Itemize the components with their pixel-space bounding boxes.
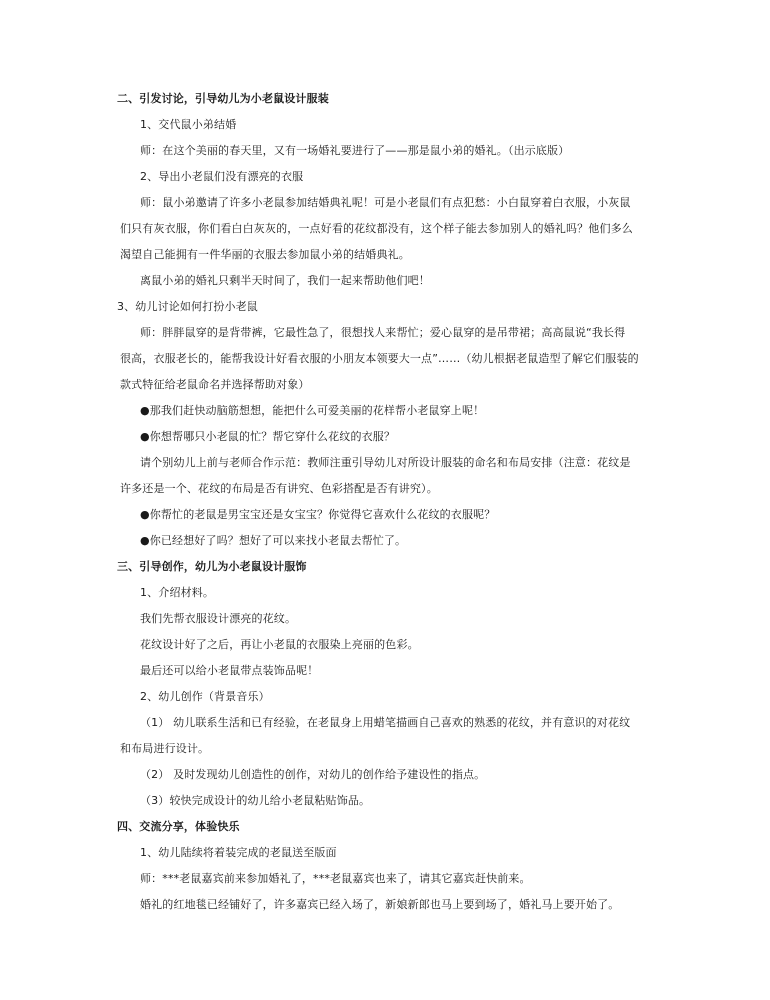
numbered-item: （2） 及时发现幼儿创造性的创作，对幼儿的创作给予建设性的指点。	[140, 768, 486, 781]
bullet-line: ●那我们赶快动脑筋想想，能把什么可爱美丽的花样帮小老鼠穿上呢！	[140, 404, 485, 417]
subheading-1: 1、交代鼠小弟结婚	[140, 118, 237, 131]
section-heading-4: 四、交流分享，体验快乐	[117, 820, 240, 833]
paragraph-line: 许多还是一个、花纹的布局是否有讲究、色彩搭配是否有讲究）。	[120, 482, 438, 495]
paragraph-line: 款式特征给老鼠命名并选择帮助对象）	[120, 378, 310, 391]
numbered-item: （1） 幼儿联系生活和已有经验，在老鼠身上用蜡笔描画自己喜欢的熟悉的花纹，并有意识的对花纹	[140, 716, 631, 729]
bullet-line: ●你帮忙的老鼠是男宝宝还是女宝宝？你觉得它喜欢什么花纹的衣服呢？	[140, 508, 496, 521]
section-heading-2: 二、引发讨论，引导幼儿为小老鼠设计服装	[117, 92, 329, 105]
paragraph-line: 师：鼠小弟邀请了许多小老鼠参加结婚典礼呢！可是小老鼠们有点犯愁：小白鼠穿着白衣服，小灰鼠	[140, 196, 631, 209]
paragraph-line: 婚礼的红地毯已经铺好了，许多嘉宾已经入场了，新娘新郎也马上要到场了，婚礼马上要开始了。	[140, 898, 620, 911]
paragraph-line: 师：胖胖鼠穿的是背带裤，它最性急了，很想找人来帮忙；爱心鼠穿的是吊带裙；高高鼠说“我长得	[140, 326, 626, 339]
subheading-1: 1、介绍材料。	[140, 586, 215, 599]
bullet-line: ●你想帮哪只小老鼠的忙？帮它穿什么花纹的衣服？	[140, 430, 396, 443]
paragraph-line: 花纹设计好了之后，再让小老鼠的衣服染上亮丽的色彩。	[140, 638, 419, 651]
paragraph-line: 们只有灰衣服，你们看白白灰灰的，一点好看的花纹都没有，这个样子能去参加别人的婚礼吗？他们多么	[120, 222, 633, 235]
paragraph-line: 和布局进行设计。	[120, 742, 210, 755]
paragraph-line: 渴望自己能拥有一件华丽的衣服去参加鼠小弟的结婚典礼。	[120, 248, 410, 261]
paragraph-line: 我们先帮衣服设计漂亮的花纹。	[140, 612, 297, 625]
subheading-3: 3、幼儿讨论如何打扮小老鼠	[117, 300, 258, 313]
subheading-1: 1、幼儿陆续将着装完成的老鼠送至版面	[140, 846, 337, 859]
subheading-2: 2、幼儿创作（背景音乐）	[140, 690, 270, 703]
paragraph-line: 最后还可以给小老鼠带点装饰品呢！	[140, 664, 319, 677]
bullet-line: ●你已经想好了吗？想好了可以来找小老鼠去帮忙了。	[140, 534, 407, 547]
paragraph-line: 师：***老鼠嘉宾前来参加婚礼了，***老鼠嘉宾也来了，请其它嘉宾赶快前来。	[140, 872, 531, 885]
subheading-2: 2、导出小老鼠们没有漂亮的衣服	[140, 170, 304, 183]
paragraph-line: 离鼠小弟的婚礼只剩半天时间了，我们一起来帮助他们吧！	[140, 274, 430, 287]
paragraph-line: 师：在这个美丽的春天里，又有一场婚礼要进行了——那是鼠小弟的婚礼。（出示底版）	[140, 144, 570, 157]
paragraph-line: 请个别幼儿上前与老师合作示范：教师注重引导幼儿对所设计服装的命名和布局安排（注意：花纹是	[140, 456, 631, 469]
numbered-item: （3）较快完成设计的幼儿给小老鼠粘贴饰品。	[140, 794, 371, 807]
section-heading-3: 三、引导创作，幼儿为小老鼠设计服饰	[117, 560, 307, 573]
paragraph-line: 很高，衣服老长的，能帮我设计好看衣服的小朋友本领要大一点”……（幼儿根据老鼠造型了解它们服装的	[120, 352, 639, 365]
